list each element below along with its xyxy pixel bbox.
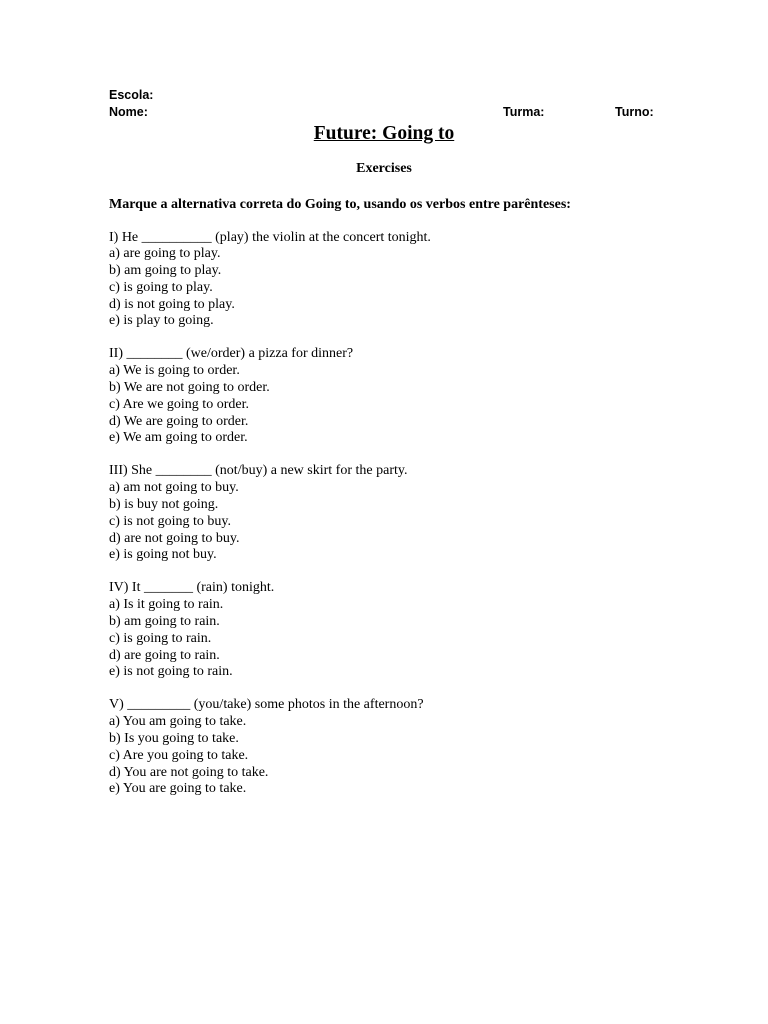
question bbox=[109, 697, 431, 798]
answer-option: c) Are you going to take. bbox=[109, 747, 249, 763]
answer-option: d) You are not going to take. bbox=[109, 764, 269, 780]
instruction-text: Marque a alternativa correta do Going to, usando os verbos entre parênteses: bbox=[109, 197, 571, 212]
answer-option: c) Are we going to order. bbox=[109, 396, 249, 412]
answer-option: a) am not going to buy. bbox=[109, 480, 239, 496]
answer-option: c) is going to rain. bbox=[109, 630, 212, 646]
answer-option: d) We are going to order. bbox=[109, 413, 249, 429]
answer-option: e) is not going to rain. bbox=[109, 664, 233, 680]
question bbox=[109, 463, 431, 564]
answer-option: d) are not going to buy. bbox=[109, 530, 240, 546]
question bbox=[109, 230, 431, 331]
question-prompt: V) _________ (you/take) some photos in the afternoon? bbox=[109, 697, 424, 713]
answer-option: c) is going to play. bbox=[109, 279, 213, 295]
answer-option: e) We am going to order. bbox=[109, 430, 248, 446]
page-subtitle: Exercises bbox=[356, 161, 412, 176]
answer-option: b) We are not going to order. bbox=[109, 380, 270, 396]
answer-option: a) We is going to order. bbox=[109, 363, 240, 379]
question bbox=[109, 580, 431, 681]
answer-option: b) is buy not going. bbox=[109, 497, 219, 513]
question bbox=[109, 346, 431, 447]
name-label: Nome: bbox=[109, 105, 148, 119]
question-prompt: II) ________ (we/order) a pizza for dinner? bbox=[109, 346, 354, 362]
question-prompt: I) He __________ (play) the violin at the concert tonight. bbox=[109, 229, 431, 245]
answer-option: b) Is you going to take. bbox=[109, 730, 239, 746]
page-title: Future: Going to bbox=[313, 123, 455, 144]
class-label: Turma: bbox=[503, 105, 545, 119]
answer-option: e) is going not buy. bbox=[109, 547, 217, 563]
question-list bbox=[109, 230, 431, 815]
answer-option: b) am going to play. bbox=[109, 263, 222, 279]
answer-option: c) is not going to buy. bbox=[109, 513, 231, 529]
school-label: Escola: bbox=[109, 88, 154, 102]
answer-option: e) You are going to take. bbox=[109, 781, 247, 797]
answer-option: b) am going to rain. bbox=[109, 614, 220, 629]
answer-option: a) You am going to take. bbox=[109, 714, 247, 730]
question-prompt: III) She ________ (not/buy) a new skirt for the party. bbox=[109, 463, 408, 479]
question-prompt: IV) It _______ (rain) tonight. bbox=[109, 580, 275, 596]
answer-option: a) are going to play. bbox=[109, 246, 221, 262]
shift-label: Turno: bbox=[615, 105, 654, 119]
answer-option: e) is play to going. bbox=[109, 313, 214, 329]
answer-option: d) is not going to play. bbox=[109, 296, 235, 312]
answer-option: a) Is it going to rain. bbox=[109, 597, 224, 613]
answer-option: d) are going to rain. bbox=[109, 647, 220, 663]
